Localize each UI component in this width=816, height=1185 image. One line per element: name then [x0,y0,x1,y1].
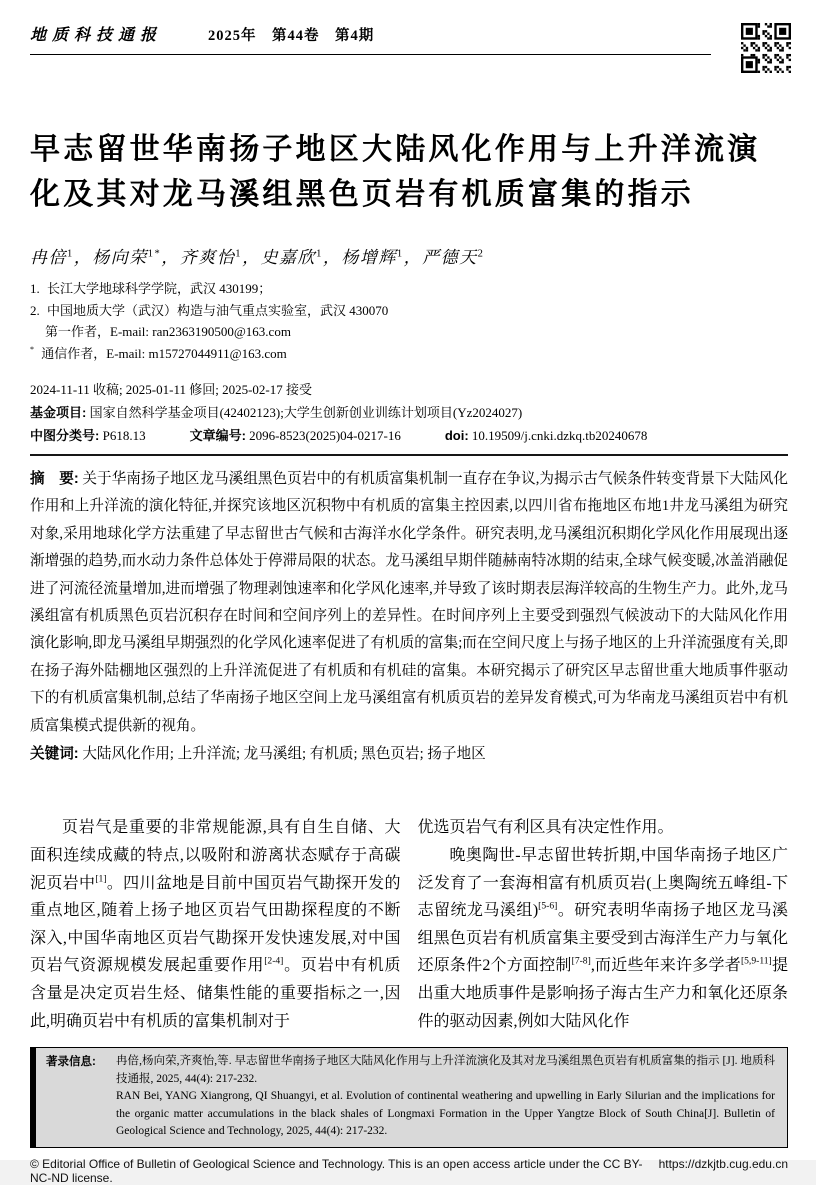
affiliation-line: 第一作者，E-mail: ran2363190500@163.com [45,324,291,339]
keywords-line [30,741,788,768]
author: 冉倍$^1$ [30,248,74,267]
body-right-column [418,814,789,1035]
citation-zh: 冉倍,杨向荣,齐爽怡,等. 早志留世华南扬子地区大陆风化作用与上升洋流演化及其对龙马溪组黑色页岩有机质富集的指示 [J]. 地质科技通报, 2025, 44(4): 217-232. [116,1055,775,1085]
doi-value: 10.19509/j.cnki.dzkq.tb20240678 [471,428,648,443]
article-no-value: 2096-8523(2025)04-0217-16 [249,428,401,443]
clc-item [30,424,146,447]
doi-label: doi: [444,428,469,443]
page-title: 早志留世华南扬子地区大陆风化作用与上升洋流演化及其对龙马溪组黑色页岩有机质富集的指示 [30,133,761,211]
dates-line: 2024-11-11 收稿; 2025-01-11 修回; 2025-02-17 接受 [30,382,313,397]
affiliation-line: 1. 长江大学地球科学学院，武汉 430199； [30,281,272,296]
affiliation-line: 2. 中国地质大学（武汉）构造与油气重点实验室，武汉 430070 [30,302,389,318]
issue-info: 2025年 第44卷 第4期 [208,28,375,44]
author: 齐爽怡$^1$ [179,248,243,267]
doi-item [445,424,648,447]
body-paragraph: 优选页岩气有利区具有决定性作用。 [417,819,674,837]
affiliation-line: * 通信作者，E-mail: m15727044911@163.com [30,345,287,361]
body-left-column [30,814,401,1035]
body-columns [30,814,788,1035]
header-rule [30,54,711,55]
fund-line [30,401,788,424]
section-divider [30,454,788,456]
fund-label: 基金项目: [30,405,87,420]
affiliation-list [30,278,788,364]
author: 严德天$^2$ [422,248,485,267]
copyright-row [30,1157,788,1185]
citation-en: RAN Bei, YANG Xiangrong, QI Shuangyi, et al. Evolution of continental weathering and upwelling in Early Silurian and the implications for the organic matter accumulations in the black shales of Longmaxi Formation in the Upper Yangtze Block of South China[J]. Bulletin of Geological Science and Technology, 2025, 44(4): 217-232. [116,1090,775,1138]
copyright-text: © Editorial Office of Bulletin of Geological Science and Technology. This is an open access article under the CC BY-NC-ND license. [30,1156,643,1185]
clc-value: P618.13 [102,428,146,443]
author: 杨向荣$^{1*}$ [92,248,162,267]
journal-name: 地质科技通报 [30,27,163,44]
fund-text: 国家自然科学基金项目(42402123);大学生创新创业训练计划项目(Yz2024027) [89,405,523,420]
abstract-label: 摘 要: [30,471,79,487]
article-meta [30,378,788,447]
abstract-paragraph [30,466,788,740]
journal-url[interactable]: https://dzkjtb.cug.edu.cn [658,1156,788,1171]
author-list: 冉倍$^1$，杨向荣$^{1*}$，齐爽怡$^1$，史嘉欣$^1$，杨增辉$^1$，严德天$^2$ [30,248,485,267]
abstract-text: 关于华南扬子地区龙马溪组黑色页岩中的有机质富集机制一直存在争议,为揭示古气候条件转变背景下大陆风化作用和上升洋流的演化特征,并探究该地区沉积物中有机质的富集主控因素,以四川省布拖地区布地1井龙马溪组为研究对象,采用地球化学方法重建了早志留世古气候和古海洋水化学条件。研究表明,龙马溪组沉积期化学风化作用展现出逐渐增强的趋势,而水动力条件总体处于停滞局限的状态。龙马溪组早期伴随赫南特冰期的结束,全球气候变暖,冰盖消融促进了河流径流量增加,进而增强了物理剥蚀速率和化学风化速率,并导致了该时期表层海洋较高的生物生产力。此外,龙马溪组富有机质黑色页岩沉积存在时间和空间序列上的差异性。在时间序列上主要受到强烈气候波动下的大陆风化作用演化影响,即龙马溪组早期强烈的化学风化速率促进了有机质的富集;而在空间尺度上与扬子地区的上升洋流强度有关,即在扬子海外陆棚地区强烈的上升洋流促进了有机质和有机硅的富集。本研究揭示了研究区早志留世重大地质事件驱动下的有机质富集机制,总结了华南扬子地区空间上龙马溪组富有机质页岩的差异发育模式,可为华南龙马溪组页岩中有机质富集模式提供新的视角。 [30,471,788,734]
citation-label: 著录信息: [46,1056,96,1069]
body-paragraph: 晚奥陶世-早志留世转折期,中国华南扬子地区广泛发育了一套海相富有机质页岩(上奥陶统五峰组-下志留统龙马溪组)[5-6]。研究表明华南扬子地区龙马溪组黑色页岩有机质富集主要受到古海洋生产力与氧化还原条件2个方面控制[7-8],而近些年来许多学者[5,9-11]提出重大地质事件是影响扬子海古生产力和氧化还原条件的驱动因素,例如大陆风化作 [417,847,788,1030]
qr-code [741,23,791,73]
body-paragraph: 页岩气是重要的非常规能源,具有自生自储、大面积连续成藏的特点,以吸附和游离状态赋存于高碳泥页岩中[1]。四川盆地是目前中国页岩气勘探开发的重点地区,随着上扬子地区页岩气田勘探程度的不断深入,中国华南地区页岩气勘探开发快速发展,对中国页岩气资源规模发展起重要作用[2-4]。页岩中有机质含量是决定页岩生烃、储集性能的重要指标之一,因此,明确页岩中有机质的富集机制对于 [30,819,401,1030]
article-no-label: 文章编号: [189,428,246,443]
classification-line [30,424,788,447]
keywords-text: 大陆风化作用; 上升洋流; 龙马溪组; 有机质; 黑色页岩; 扬子地区 [82,746,486,763]
abstract-section [30,466,788,768]
citation-box [30,1047,788,1148]
keywords-label: 关键词: [30,746,79,763]
author: 杨增辉$^1$ [341,248,404,267]
author: 史嘉欣$^1$ [260,248,323,267]
page-header [30,22,788,45]
article-no-item [190,424,401,447]
clc-label: 中图分类号: [30,428,100,443]
